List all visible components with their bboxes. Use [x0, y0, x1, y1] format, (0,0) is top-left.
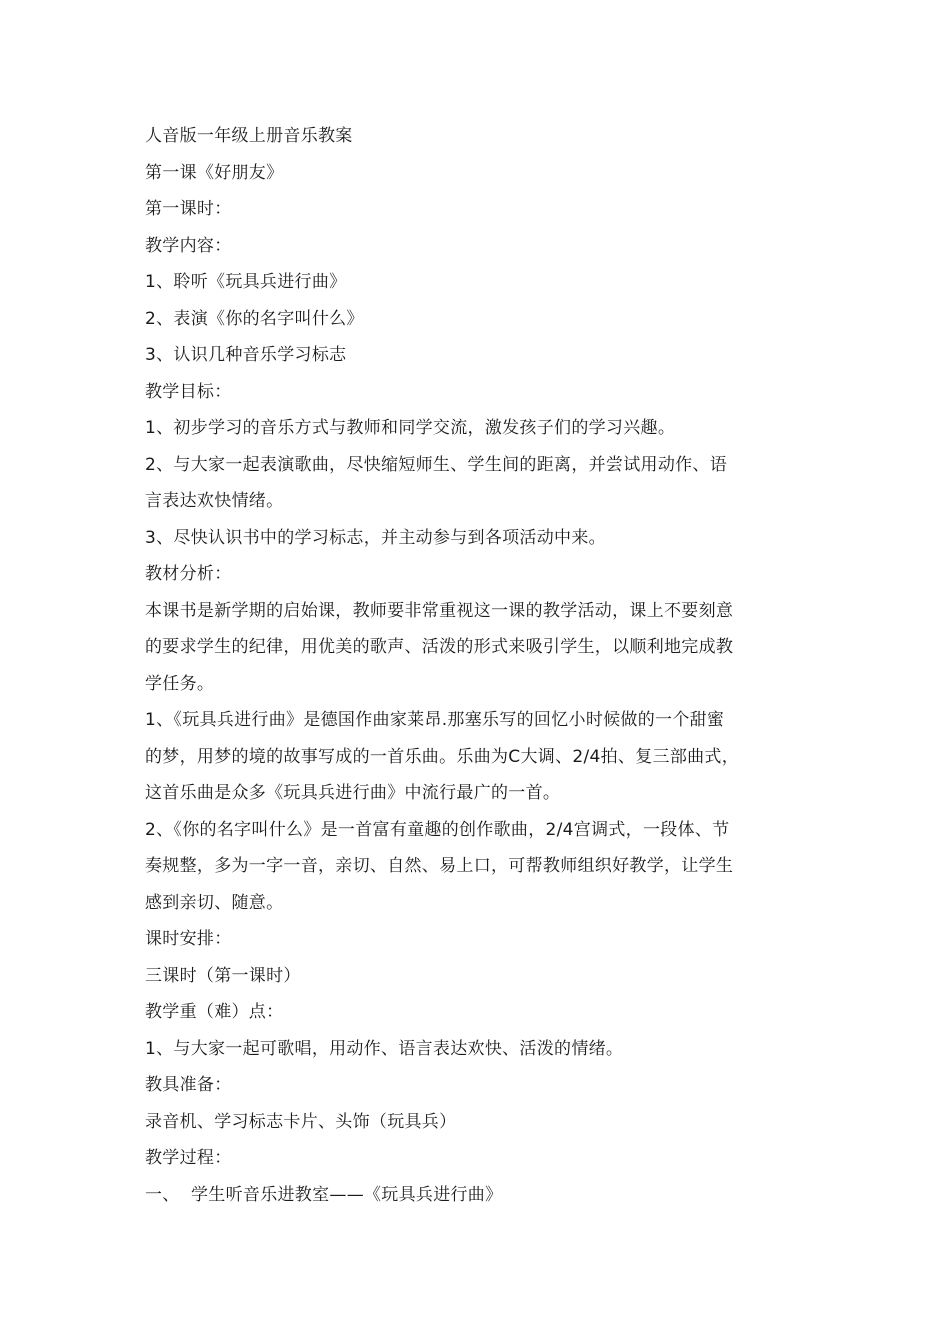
content-item-3: 3、认识几种音乐学习标志: [145, 345, 347, 365]
key-points-value: 1、与大家一起可歌唱，用动作、语言表达欢快、活泼的情绪。: [145, 1038, 624, 1059]
document-title: 人音版一年级上册音乐教案: [145, 126, 353, 146]
analysis-point-2: [145, 812, 810, 922]
goal-2-line-2: 言表达欢快情绪。: [145, 491, 284, 511]
process-heading: 教学过程：: [145, 1148, 232, 1168]
goal-3: 3、尽快认识书中的学习标志，并主动参与到各项活动中来。: [145, 527, 606, 548]
goal-2-line-1: 2、与大家一起表演歌曲，尽快缩短师生、学生间的距离，并尝试用动作、语: [145, 454, 728, 475]
period-label: 第一课时：: [145, 199, 232, 219]
content-item-2: 2、表演《你的名字叫什么》: [145, 308, 364, 329]
analysis-point-1-line-3: 这首乐曲是众多《玩具兵进行曲》中流行最广的一首。: [145, 783, 561, 803]
materials-value: 录音机、学习标志卡片、头饰（玩具兵）: [145, 1111, 457, 1132]
analysis-intro: [145, 593, 810, 703]
materials-heading: 教具准备：: [145, 1075, 232, 1095]
document-body: [145, 118, 810, 1213]
analysis-intro-line-2: 的要求学生的纪律，用优美的歌声、活泼的形式来吸引学生，以顺利地完成教: [145, 637, 734, 657]
goals-heading: 教学目标：: [145, 381, 232, 402]
analysis-point-1-line-1: 1、《玩具兵进行曲》是德国作曲家莱昂.那塞乐写的回忆小时候做的一个甜蜜: [145, 710, 725, 730]
content-heading: 教学内容：: [145, 235, 232, 256]
goal-1: 1、初步学习的音乐方式与教师和同学交流，激发孩子们的学习兴趣。: [145, 418, 676, 438]
process-step-1: 一、 学生听音乐进教室——《玩具兵进行曲》: [145, 1184, 503, 1205]
key-points-heading: 教学重（难）点：: [145, 1002, 284, 1022]
analysis-point-2-line-3: 感到亲切、随意。: [145, 892, 284, 913]
content-item-1: 1、聆听《玩具兵进行曲》: [145, 272, 347, 292]
schedule-value: 三课时（第一课时）: [145, 965, 301, 986]
schedule-heading: 课时安排：: [145, 929, 232, 949]
lesson-title: 第一课《好朋友》: [145, 162, 284, 183]
analysis-intro-line-1: 本课书是新学期的启始课，教师要非常重视这一课的教学活动，课上不要刻意: [145, 600, 734, 621]
analysis-heading: 教材分析：: [145, 564, 232, 584]
goal-2: [145, 447, 810, 520]
analysis-point-1: [145, 702, 810, 812]
analysis-point-1-line-2: 的梦，用梦的境的故事写成的一首乐曲。乐曲为C大调、2/4拍、复三部曲式，: [145, 746, 740, 767]
analysis-intro-line-3: 学任务。: [145, 673, 215, 694]
analysis-point-2-line-1: 2、《你的名字叫什么》是一首富有童趣的创作歌曲，2/4宫调式，一段体、节: [145, 819, 730, 840]
analysis-point-2-line-2: 奏规整，多为一字一音，亲切、自然、易上口，可帮教师组织好教学，让学生: [145, 856, 734, 876]
